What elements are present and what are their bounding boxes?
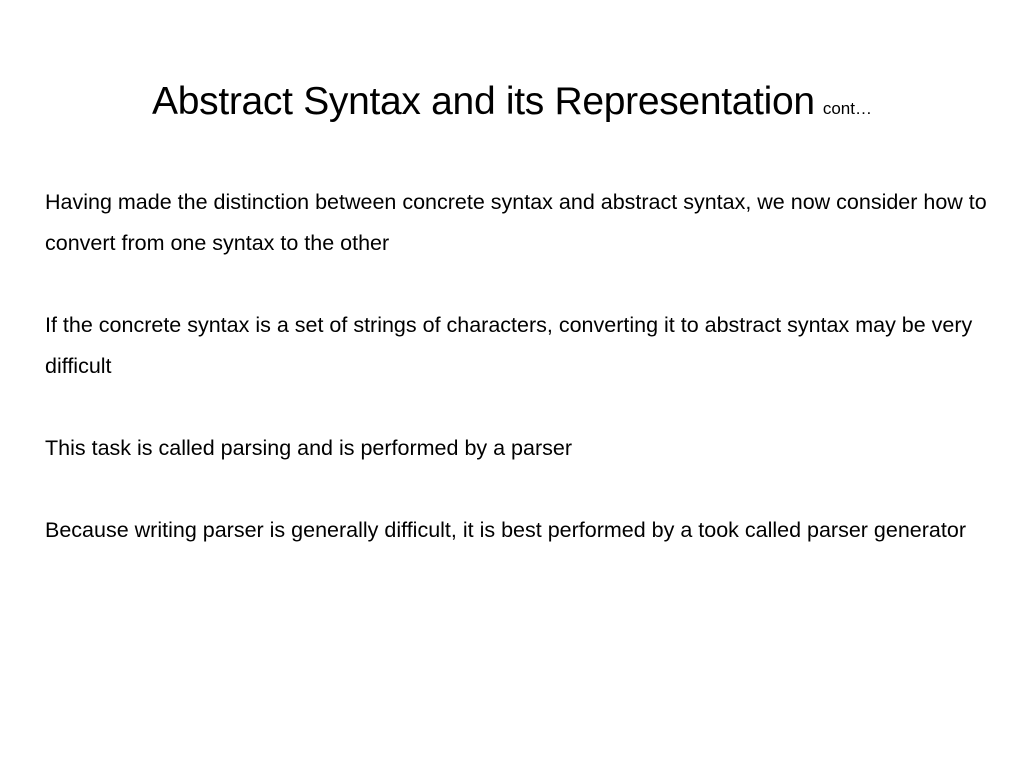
slide-title-text: Abstract Syntax and its Representation xyxy=(152,80,815,123)
paragraph: This task is called parsing and is performed by a parser xyxy=(45,436,572,460)
paragraph: Because writing parser is generally difficult, it is best performed by a took called parser generator xyxy=(45,518,966,542)
paragraph: If the concrete syntax is a set of strings of characters, converting it to abstract syntax may be very difficult xyxy=(45,313,973,378)
slide-title xyxy=(0,80,1024,124)
slide-title-suffix: cont… xyxy=(822,99,872,118)
slide-body xyxy=(45,182,995,592)
paragraph: Having made the distinction between concrete syntax and abstract syntax, we now consider how to convert from one syntax to the other xyxy=(45,190,987,255)
